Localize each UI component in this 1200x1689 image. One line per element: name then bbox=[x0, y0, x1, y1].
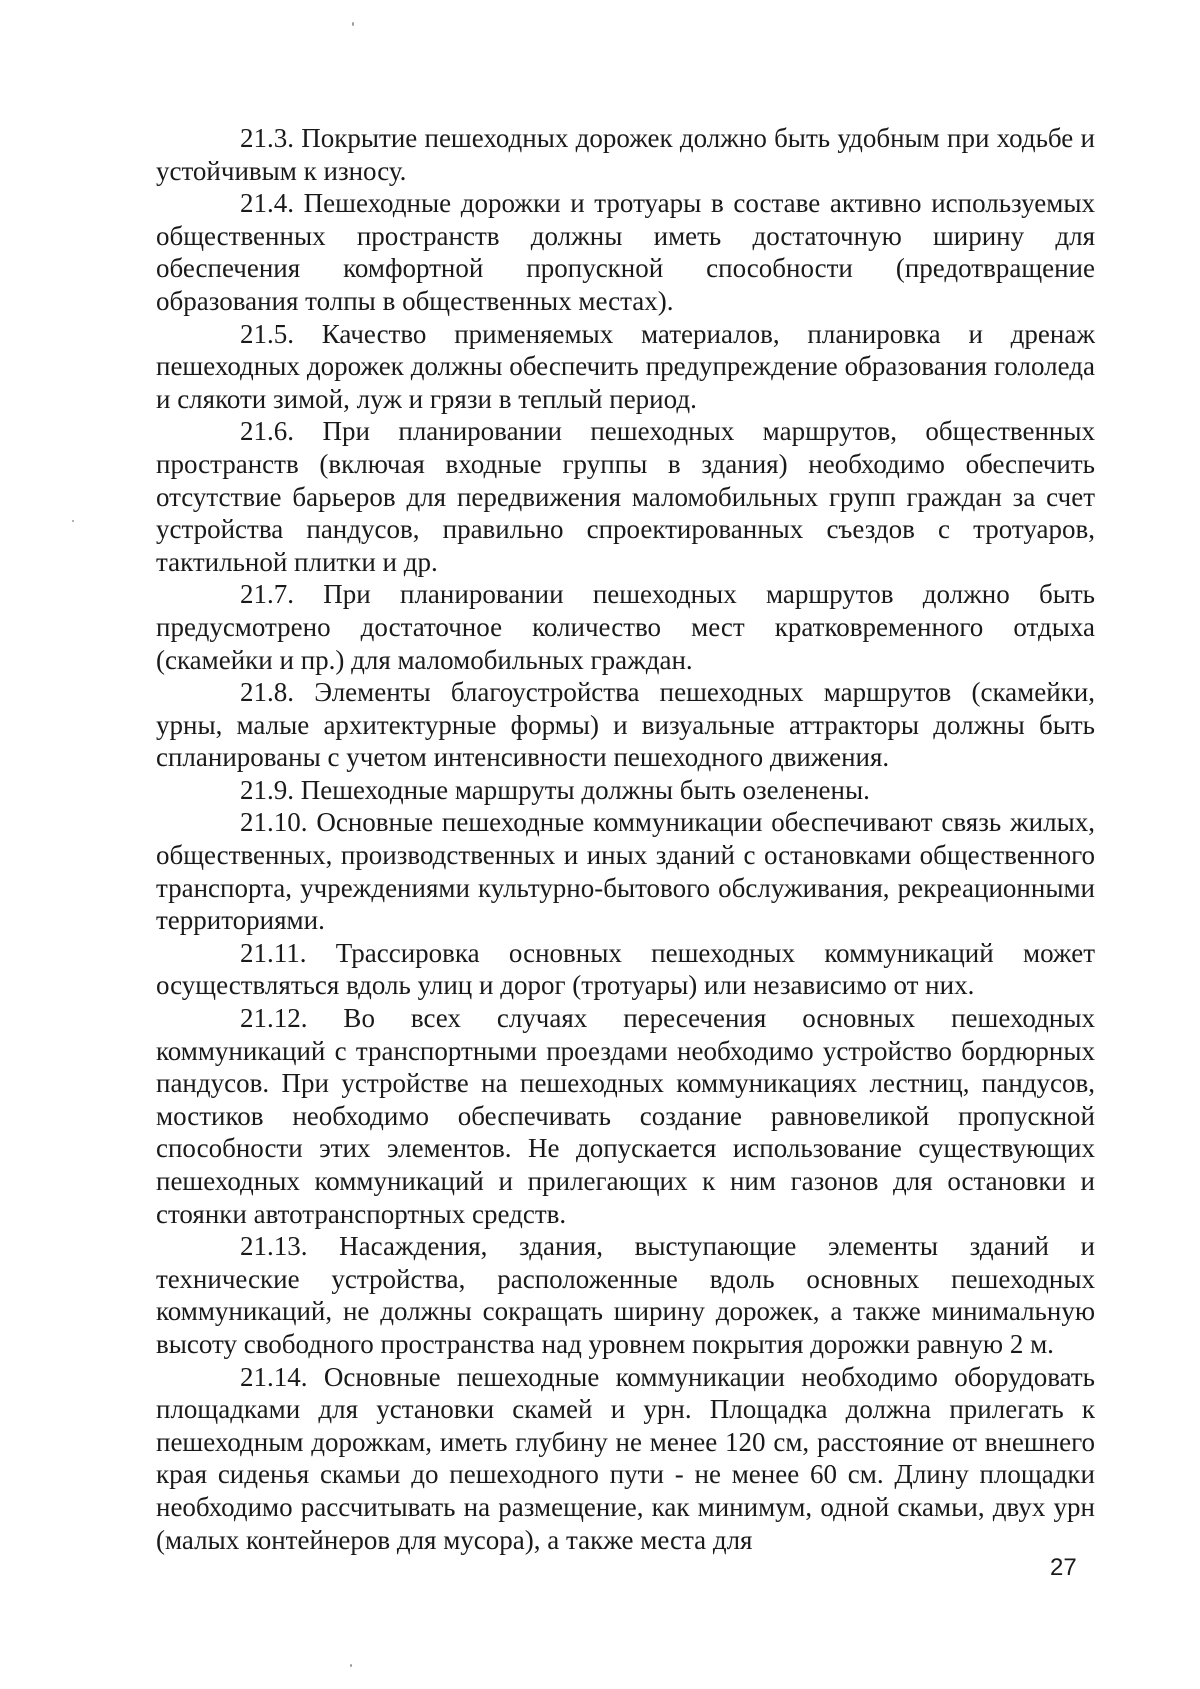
paragraph-21-8: 21.8. Элементы благоустройства пешеходных маршрутов (скамейки, урны, малые архитектурные формы) и визуальные аттракторы должны быть спланированы с учетом интенсивности пешеходного движения. bbox=[156, 677, 1095, 773]
paragraph-21-12: 21.12. Во всех случаях пересечения основных пешеходных коммуникаций с транспортными проездами необходимо устройство бордюрных пандусов. При устройстве на пешеходных коммуникациях лестниц, пандусов, мостиков необходимо обеспечивать создание равновеликой пропускной способности этих элементов. Не допускается использование существующих пешеходных коммуникаций и прилегающих к ним газонов для остановки и стоянки автотранспортных средств. bbox=[156, 1003, 1095, 1229]
paragraph-21-10: 21.10. Основные пешеходные коммуникации обеспечивают связь жилых, общественных, производственных и иных зданий с остановками общественного транспорта, учреждениями культурно-бытового обслуживания, рекреационными территориями. bbox=[156, 807, 1095, 936]
paragraph-21-14: 21.14. Основные пешеходные коммуникации необходимо оборудовать площадками для установки скамей и урн. Площадка должна прилегать к пешеходным дорожкам, иметь глубину не менее 120 см, расстояние от внешнего края сиденья скамьи до пешеходного пути - не менее 60 см. Длину площадки необходимо рассчитывать на размещение, как минимум, одной скамьи, двух урн (малых контейнеров для мусора), а также места для bbox=[156, 1361, 1095, 1555]
scan-speck bbox=[72, 520, 74, 522]
paragraph-21-13: 21.13. Насаждения, здания, выступающие элементы зданий и технические устройства, расположенные вдоль основных пешеходных коммуникаций, не должны сокращать ширину дорожек, а также минимальную высоту свободного пространства над уровнем покрытия дорожки равную 2 м. bbox=[156, 1231, 1095, 1359]
paragraph-21-7: 21.7. При планировании пешеходных маршрутов должно быть предусмотрено достаточное количество мест кратковременного отдыха (скамейки и пр.) для маломобильных граждан. bbox=[156, 579, 1095, 675]
scan-speck bbox=[352, 22, 354, 26]
page-number: 27 bbox=[1050, 1554, 1077, 1581]
scan-speck bbox=[350, 1664, 352, 1667]
paragraph-21-4: 21.4. Пешеходные дорожки и тротуары в составе активно используемых общественных пространств должны иметь достаточную ширину для обеспечения комфортной пропускной способности (предотвращение образования толпы в общественных местах). bbox=[156, 188, 1095, 316]
paragraph-21-5: 21.5. Качество применяемых материалов, планировка и дренаж пешеходных дорожек должны обеспечить предупреждение образования гололеда и слякоти зимой, луж и грязи в теплый период. bbox=[156, 318, 1095, 414]
paragraph-21-9: 21.9. Пешеходные маршруты должны быть озеленены. bbox=[240, 774, 870, 805]
paragraph-21-6: 21.6. При планировании пешеходных маршрутов, общественных пространств (включая входные группы в здания) необходимо обеспечить отсутствие барьеров для передвижения маломобильных групп граждан за счет устройства пандусов, правильно спроектированных съездов с тротуаров, тактильной плитки и др. bbox=[156, 416, 1095, 577]
paragraph-21-3: 21.3. Покрытие пешеходных дорожек должно быть удобным при ходьбе и устойчивым к износу. bbox=[156, 123, 1095, 186]
paragraph-21-11: 21.11. Трассировка основных пешеходных коммуникаций может осуществляться вдоль улиц и дорог (тротуары) или независимо от них. bbox=[156, 937, 1095, 1001]
document-body bbox=[156, 122, 1095, 1556]
